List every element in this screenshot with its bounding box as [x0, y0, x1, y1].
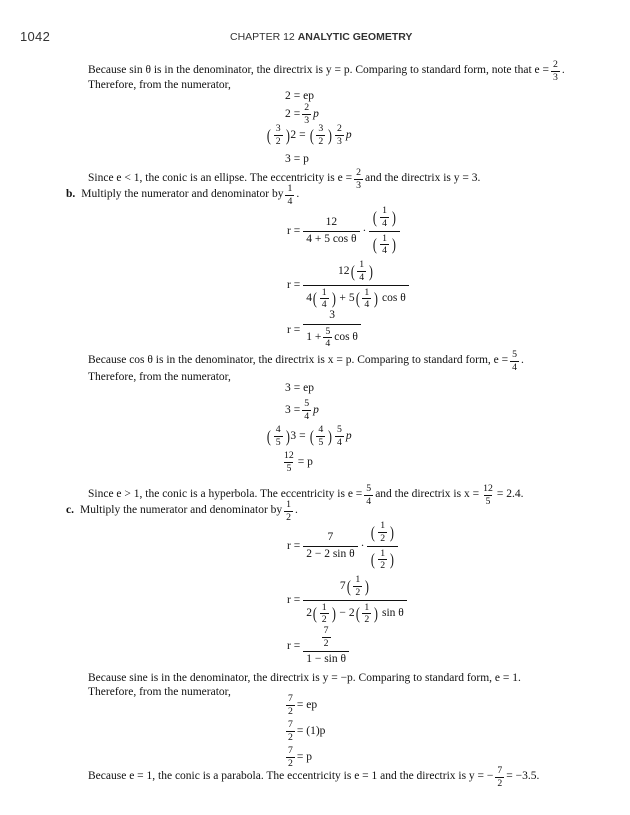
a-because-line: Because sin θ is in the denominator, the directrix is y = p. Comparing to standard form, note that e = $\frac{2}{3}$ .: [88, 59, 565, 83]
c-eq5: $\frac{7}{2}$ = (1)p: [288, 719, 326, 743]
b-eq2: r = 12 ( $\frac{1}{4}$ ) 4 ( $\frac{1}{4}$ ) + 5 ( $\frac{1}{4}$ ) cos θ: [287, 260, 412, 310]
b-multiply-line: b. Multiply the numerator and denominator by $\frac{1}{4}$ .: [66, 183, 300, 207]
c-therefore: Therefore, from the numerator,: [88, 686, 231, 698]
b-eq5: 3 = $\frac{5}{4}$ p: [285, 398, 319, 422]
a-therefore: Therefore, from the numerator,: [88, 79, 231, 91]
c-final-line: Because e = 1, the conic is a parabola. The eccentricity is e = 1 and the directrix is y = − $\frac{7}{2}$ = −3.5.: [88, 765, 540, 789]
a-because-text: Because sin θ is in the denominator, the directrix is y = p. Comparing to standard form, note that e =: [88, 64, 549, 77]
b-since-line: Since e > 1, the conic is a hyperbola. The eccentricity is e = $\frac{5}{4}$ and the directrix is x = $\frac{12}{5}$ = 2.4.: [88, 483, 524, 507]
c-eq2: r = 7 ( $\frac{1}{2}$ ) 2 ( $\frac{1}{2}$ ) − 2 ( $\frac{1}{2}$ ) sin θ: [287, 575, 410, 625]
chapter-prefix: CHAPTER 12: [230, 31, 295, 43]
c-eq4: $\frac{7}{2}$ = ep: [288, 693, 318, 717]
page-number: 1042: [20, 29, 51, 44]
a-eq4: 3 = p: [285, 153, 309, 165]
b-because-line: Because cos θ is in the denominator, the directrix is x = p. Comparing to standard form, e = $\frac{5}{4}$ .: [88, 349, 524, 373]
c-eq6: $\frac{7}{2}$ = p: [288, 745, 313, 769]
a-eq3: ( $\frac{3}{2}$ ) 2 = ( $\frac{3}{2}$ ) $\frac{2}{3}$ p: [266, 123, 352, 147]
b-eq3: r = 3 1 + $\frac{5}{4}$ cos θ: [287, 310, 364, 349]
c-eq3: r = $\frac{\frac{7}{2}}{\text{1 − sin θ}}$: [287, 626, 352, 665]
c-eq1: r = $\frac{7}{\text{2 − 2 sin θ}}$ · ( $\frac{1}{2}$ ) ( $\frac{1}{2}$ ): [287, 521, 401, 571]
b-eq1: r = $\frac{12}{\text{4 + 5 cos θ}}$ · ( $\frac{1}{4}$ ) ( $\frac{1}{4}$ ): [287, 206, 403, 256]
a-eq2: 2 = $\frac{2}{3}$ p: [285, 102, 319, 126]
chapter-title: ANALYTIC GEOMETRY: [297, 31, 413, 43]
c-multiply-line: c. Multiply the numerator and denominator by $\frac{1}{2}$ .: [66, 499, 298, 523]
c-because-line: Because sine is in the denominator, the directrix is y = −p. Comparing to standard form, e = 1.: [88, 672, 521, 684]
a-eq1: 2 = ep: [285, 90, 314, 102]
b-eq7: $\frac{12}{5}$ = p: [284, 450, 313, 474]
b-eq4: 3 = ep: [285, 382, 314, 394]
b-eq6: ( $\frac{4}{5}$ ) 3 = ( $\frac{4}{5}$ ) $\frac{5}{4}$ p: [266, 424, 352, 448]
a-since-line: Since e < 1, the conic is an ellipse. The eccentricity is e = $\frac{2}{3}$ and the directrix is y = 3.: [88, 167, 481, 191]
e-fraction: $\frac{2}{3}$: [553, 59, 558, 83]
chapter-header: [230, 31, 412, 43]
b-therefore: Therefore, from the numerator,: [88, 371, 231, 383]
